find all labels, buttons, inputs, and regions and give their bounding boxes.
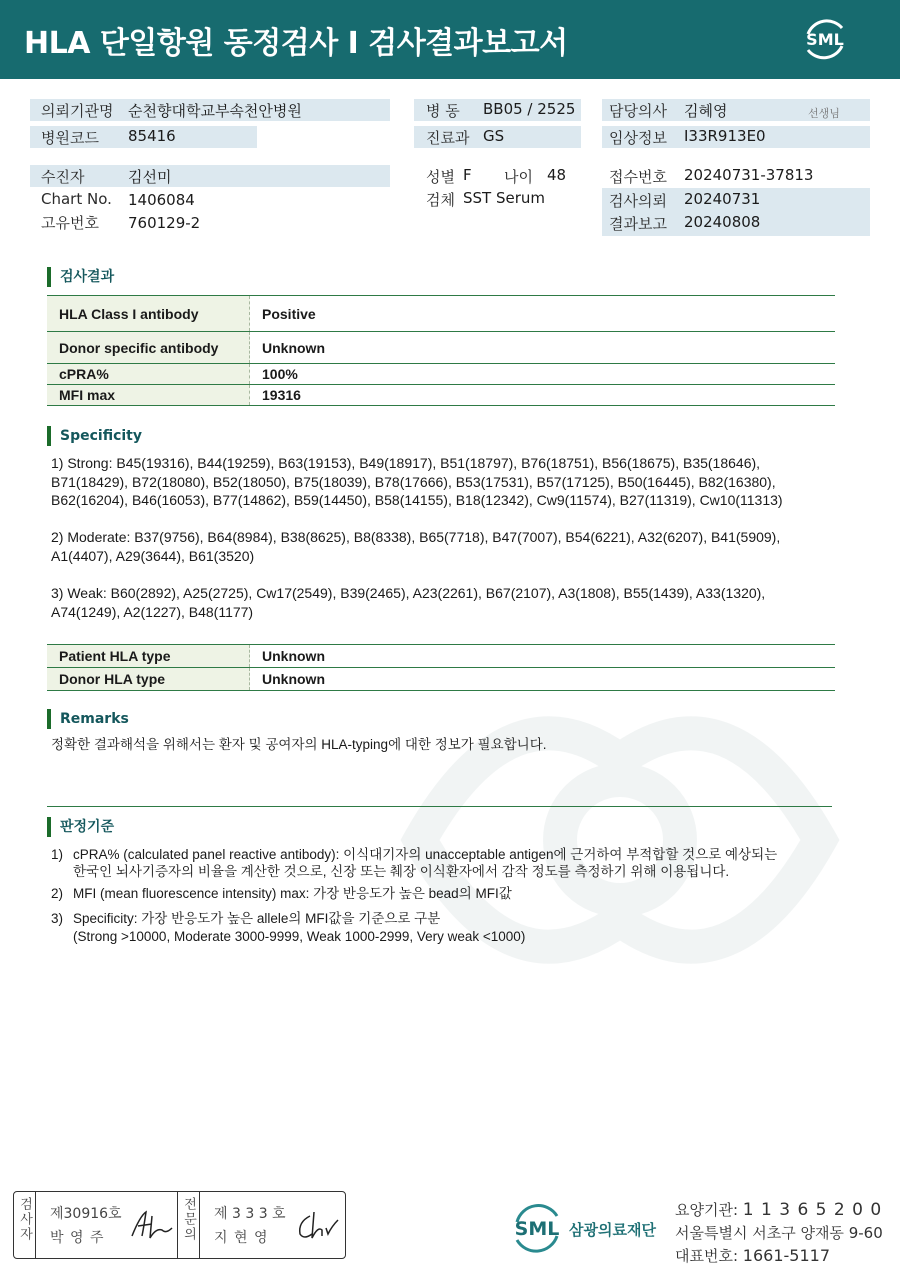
institution-label: 의뢰기관명 <box>41 102 114 120</box>
age-value: 48 <box>547 166 567 184</box>
results-table <box>47 295 835 406</box>
footer-org-name: 삼광의료재단 <box>569 1221 656 1239</box>
sex-value: F <box>463 166 472 184</box>
result-key: HLA Class I antibody <box>47 296 250 332</box>
specimen-value: SST Serum <box>463 189 546 207</box>
table-row <box>47 332 835 364</box>
criteria-number: 3) <box>51 911 64 926</box>
criteria-section-title: 판정기준 <box>47 817 114 837</box>
hla-type-table <box>47 644 835 691</box>
results-section-title: 검사결과 <box>47 267 114 287</box>
criteria-number: 1) <box>51 847 64 862</box>
result-key: MFI max <box>47 385 250 406</box>
footer-phone <box>675 1245 830 1266</box>
unique-value: 760129-2 <box>128 214 201 232</box>
report-header <box>0 0 900 79</box>
specificity-strong <box>51 454 783 510</box>
table-row <box>47 364 835 385</box>
specificity-line: 1) Strong: B45(19316), B44(19259), B63(19153), B49(18917), B51(18797), B76(18751), B56(18675), B35(18646), <box>51 455 761 471</box>
clinical-label: 임상정보 <box>609 129 667 147</box>
hospital-code-value: 85416 <box>128 127 176 145</box>
specificity-section-title: Specificity <box>47 426 142 446</box>
specialist-name: 지 현 영 <box>214 1230 269 1246</box>
remarks-section-title: Remarks <box>47 709 129 729</box>
footer-code-label: 요양기관: <box>675 1201 739 1219</box>
chart-value: 1406084 <box>128 191 195 209</box>
signature-box <box>13 1191 346 1259</box>
report-date-value: 20240808 <box>684 213 761 231</box>
specificity-line: B71(18429), B72(18080), B52(18050), B75(18039), B78(17666), B53(17531), B57(17125), B50(16445), B82(16380), <box>51 473 776 490</box>
specialist-vertical-text: 전문의 <box>181 1197 196 1242</box>
specificity-line: B62(16204), B46(16053), B77(14862), B59(14450), B58(14155), B18(12342), Cw9(11574), B27(11319), Cw10(11313) <box>51 492 783 508</box>
criteria-line: 한국인 뇌사기증자의 비율을 계산한 것으로, 신장 또는 췌장 이식환자에서 감작 정도를 측정하기 위해 이용됩니다. <box>73 864 730 879</box>
logo-text: SML <box>806 30 844 49</box>
examiner-vertical-text: 검사자 <box>17 1197 32 1242</box>
department-label: 진료과 <box>426 129 470 147</box>
footer-address: 서울특별시 서초구 양재동 9-60 <box>675 1224 883 1242</box>
criteria-line: Specificity: 가장 반응도가 높은 allele의 MFI값을 기준으로 구분 <box>73 911 441 926</box>
specificity-line: A74(1249), A2(1227), B48(1177) <box>51 603 254 620</box>
table-row <box>47 385 835 406</box>
result-value: Unknown <box>250 332 836 364</box>
result-value: Positive <box>250 296 836 332</box>
doctor-value: 김혜영 <box>684 102 728 120</box>
footer-logo-icon <box>509 1202 565 1254</box>
specimen-label: 검체 <box>426 191 455 209</box>
ward-value: BB05 / 2525 <box>483 100 576 118</box>
chart-label: Chart No. <box>41 190 112 208</box>
receipt-value: 20240731-37813 <box>684 166 814 184</box>
request-label: 검사의뢰 <box>609 192 667 210</box>
specialist-vertical-label <box>178 1192 200 1258</box>
result-value: 100% <box>250 364 836 385</box>
hla-type-value: Unknown <box>250 645 836 668</box>
specificity-moderate <box>51 528 780 565</box>
footer-code-value: 1 1 3 6 5 2 0 0 <box>742 1200 883 1220</box>
hla-type-value: Unknown <box>250 668 836 691</box>
examiner-name: 박 영 주 <box>50 1230 105 1246</box>
sml-logo-icon <box>800 14 850 64</box>
remarks-text: 정확한 결과해석을 위해서는 환자 및 공여자의 HLA-typing에 대한 정보가 필요합니다. <box>51 737 547 752</box>
hla-type-key: Patient HLA type <box>47 645 250 668</box>
hla-type-key: Donor HLA type <box>47 668 250 691</box>
clinical-value: I33R913E0 <box>684 127 766 145</box>
divider <box>47 806 832 807</box>
age-label: 나이 <box>504 168 533 186</box>
department-value: GS <box>483 127 505 145</box>
footer-phone-label: 대표번호: <box>675 1247 739 1265</box>
criteria-line: cPRA% (calculated panel reactive antibody): 이식대기자의 unacceptable antigen에 근거하여 부적합할 것으로 예상되는 <box>73 847 778 862</box>
request-value: 20240731 <box>684 190 761 208</box>
specialist-signature-icon <box>292 1206 342 1246</box>
table-row <box>47 296 835 332</box>
sex-label: 성별 <box>426 168 455 186</box>
institution-value: 순천향대학교부속천안병원 <box>128 102 302 120</box>
criteria-line: MFI (mean fluorescence intensity) max: 가장 반응도가 높은 bead의 MFI값 <box>73 886 512 901</box>
criteria-number: 2) <box>51 886 64 901</box>
report-title: HLA 단일항원 동정검사 I 검사결과보고서 <box>24 26 568 61</box>
receipt-label: 접수번호 <box>609 168 667 186</box>
footer-logo-text: SML <box>514 1218 560 1240</box>
result-value: 19316 <box>250 385 836 406</box>
specificity-line: 3) Weak: B60(2892), A25(2725), Cw17(2549), B39(2465), A23(2261), B67(2107), A3(1808), B55(1439), A33(1320), <box>51 585 766 601</box>
specificity-weak <box>51 584 765 621</box>
examiner-signature-icon <box>126 1206 176 1246</box>
patient-value: 김선미 <box>128 168 172 186</box>
doctor-label: 담당의사 <box>609 102 667 120</box>
doctor-suffix: 선생님 <box>808 107 840 120</box>
report-date-label: 결과보고 <box>609 215 667 233</box>
specificity-line: A1(4407), A29(3644), B61(3520) <box>51 547 255 564</box>
specificity-line: 2) Moderate: B37(9756), B64(8984), B38(8625), B8(8338), B65(7718), B47(7007), B54(6221), A32(6207), B41(5909), <box>51 529 781 545</box>
examiner-vertical-label <box>14 1192 36 1258</box>
table-row <box>47 668 835 691</box>
result-key: Donor specific antibody <box>47 332 250 364</box>
table-row <box>47 645 835 668</box>
specialist-number: 제 3 3 3 호 <box>214 1206 286 1222</box>
examiner-number: 제30916호 <box>50 1206 122 1222</box>
hospital-code-label: 병원코드 <box>41 129 99 147</box>
result-key: cPRA% <box>47 364 250 385</box>
footer-phone-value: 1661-5117 <box>742 1246 831 1265</box>
unique-label: 고유번호 <box>41 214 99 232</box>
patient-label: 수진자 <box>41 168 85 186</box>
criteria-line: (Strong >10000, Moderate 3000-9999, Weak 1000-2999, Very weak <1000) <box>73 929 526 944</box>
footer-code <box>675 1199 882 1220</box>
ward-label: 병 동 <box>426 102 460 120</box>
